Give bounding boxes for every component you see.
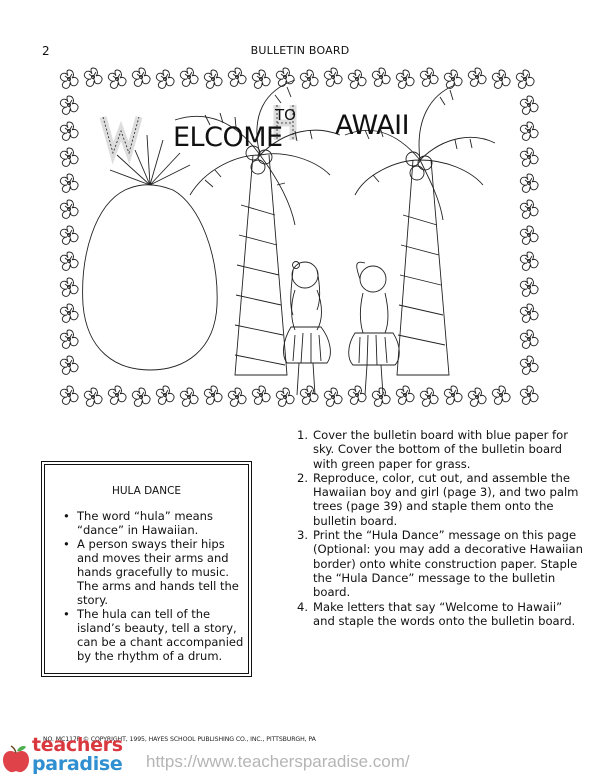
instruction-item: 4. Make letters that say “Welcome to Hawaii” and staple the words onto the bulletin board. (297, 599, 576, 628)
teachers-paradise-logo (0, 734, 130, 776)
page-number: 2 (42, 44, 50, 58)
hula-dance-item: • A person sways their hips and moves their arms and hands gracefully to music. The arms and hands tell the story. (63, 537, 239, 607)
running-head: BULLETIN BOARD (250, 44, 350, 57)
title-welcome: ELCOME (173, 122, 283, 153)
hawaiian-girl (284, 262, 331, 396)
logo-text-teachers: teachers (32, 734, 123, 756)
instruction-item: 1. Cover the bulletin board with blue paper for sky. Cover the bottom of the bulletin board with green paper for grass. (297, 428, 568, 471)
title-to: TO (275, 106, 296, 124)
hula-dance-title: HULA DANCE (111, 485, 182, 497)
hula-dance-box (41, 461, 252, 677)
bullet-icon: • (63, 607, 70, 621)
instruction-item: 3. Print the “Hula Dance” message on this page (Optional: you may add a decorative Hawaiian border) onto white construction paper. Staple the “Hula Dance” message to the bulletin board. (297, 528, 583, 600)
instructions-list (297, 428, 587, 628)
hula-dance-list (59, 509, 249, 663)
pineapple (83, 135, 218, 370)
bullet-icon: • (63, 509, 70, 523)
bullet-icon: • (63, 537, 70, 551)
hawaiian-boy (349, 262, 400, 395)
instruction-item: 2. Reproduce, color, cut out, and assemble the Hawaiian boy and girl (page 3), and two palm trees (page 39) and staple them onto the bulletin board. (297, 470, 579, 528)
apple-icon (1, 744, 31, 774)
watermark-url[interactable]: https://www.teachersparadise.com/ (146, 752, 410, 771)
copyright-notice: NO. MC117R © COPYRIGHT, 1995, HAYES SCHOOL PUBLISHING CO., INC., PITTSBURGH, PA (43, 736, 316, 743)
logo-text-paradise: paradise (32, 753, 123, 775)
hula-dance-item: • The word “hula” means “dance” in Hawaiian. (63, 509, 213, 537)
bulletin-board-illustration (55, 65, 545, 425)
flower-border (60, 68, 538, 406)
hula-dance-item: • The hula can tell of the island’s beauty, tell a story, can be a chant accompanied by the rhythm of a drum. (63, 607, 244, 663)
title-hawaii: AWAII (335, 110, 410, 141)
flower-letter-w (103, 117, 139, 153)
